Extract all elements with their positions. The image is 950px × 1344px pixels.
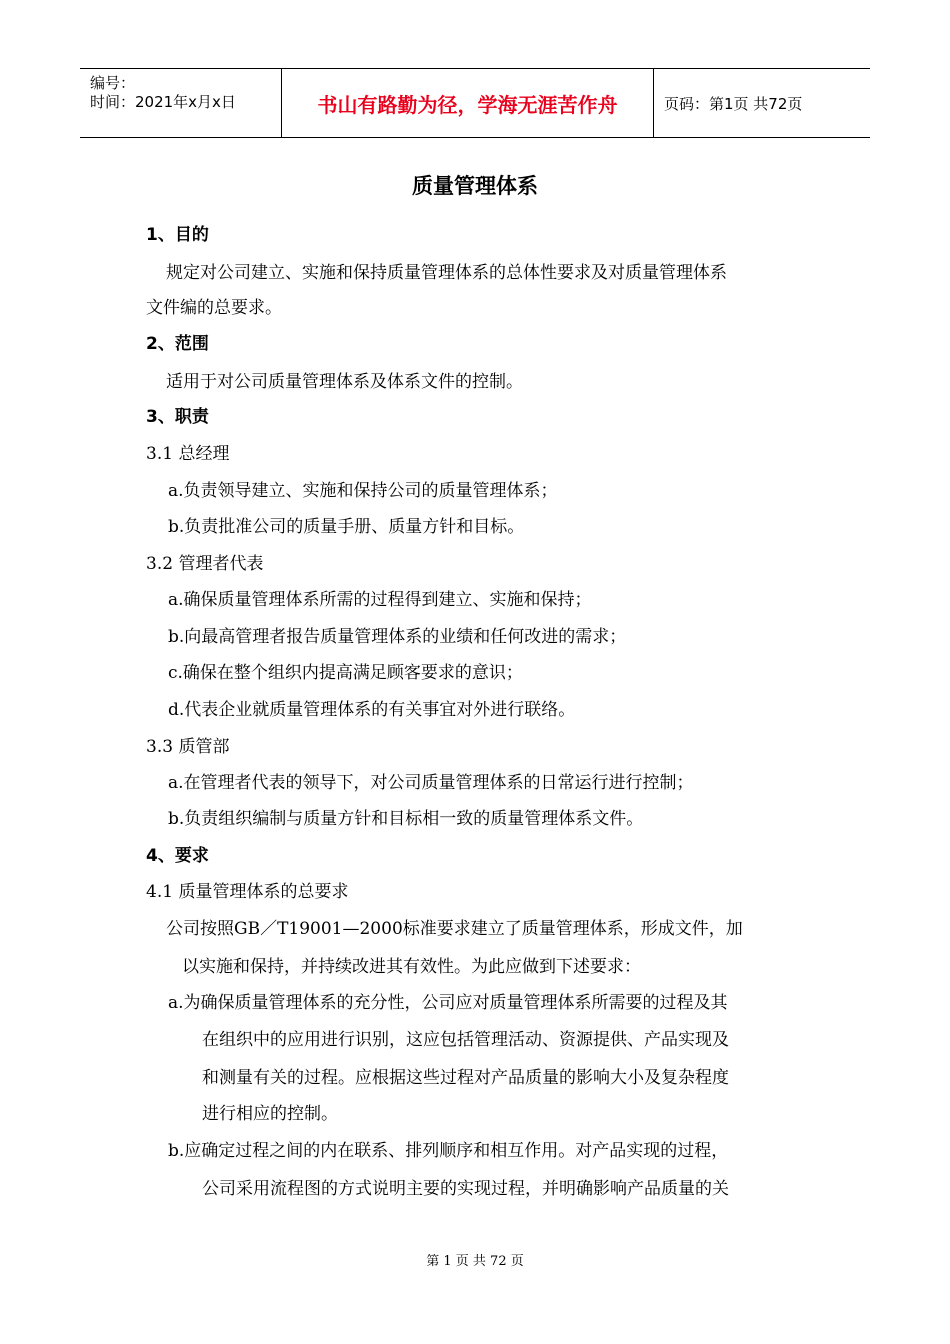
list-item: a.为确保质量管理体系的充分性，公司应对质量管理体系所需要的过程及其 (168, 993, 728, 1013)
time-label: 时间：2021年x月x日 (90, 93, 236, 111)
list-item: c.确保在整个组织内提高满足顾客要求的意识； (168, 663, 523, 683)
subsection-heading: 3.3 质管部 (146, 737, 230, 757)
list-item-continuation: 和测量有关的过程。应根据这些过程对产品质量的影响大小及复杂程度 (202, 1068, 729, 1088)
paragraph-line: 规定对公司建立、实施和保持质量管理体系的总体性要求及对质量管理体系 (166, 263, 727, 283)
list-item-continuation: 在组织中的应用进行识别，这应包括管理活动、资源提供、产品实现及 (202, 1030, 729, 1050)
header-info-cell (80, 69, 282, 137)
paragraph-line: 公司按照GB／T19001—2000标准要求建立了质量管理体系，形成文件，加 (166, 919, 743, 939)
list-item: d.代表企业就质量管理体系的有关事宜对外进行联络。 (168, 700, 576, 720)
header-motto-cell (282, 69, 654, 137)
header-table (80, 68, 870, 138)
list-item-continuation: 进行相应的控制。 (202, 1104, 338, 1124)
list-item: a.在管理者代表的领导下，对公司质量管理体系的日常运行进行控制； (168, 773, 694, 793)
section-1-heading: 1、目的 (146, 225, 209, 245)
page-info: 页码：第1页 共72页 (664, 94, 803, 113)
motto-text: 书山有路勤为径，学海无涯苦作舟 (317, 92, 618, 117)
section-3-heading: 3、职责 (146, 407, 209, 427)
paragraph-line: 适用于对公司质量管理体系及体系文件的控制。 (166, 372, 523, 392)
section-2-heading: 2、范围 (146, 334, 209, 354)
list-item: b.负责组织编制与质量方针和目标相一致的质量管理体系文件。 (168, 809, 644, 829)
page-footer: 第 1 页 共 72 页 (426, 1254, 524, 1269)
list-item: b.向最高管理者报告质量管理体系的业绩和任何改进的需求； (168, 627, 627, 647)
subsection-heading: 4.1 质量管理体系的总要求 (146, 882, 349, 902)
document-title: 质量管理体系 (412, 174, 538, 198)
list-item: b.负责批准公司的质量手册、质量方针和目标。 (168, 517, 525, 537)
list-item: b.应确定过程之间的内在联系、排列顺序和相互作用。对产品实现的过程， (168, 1141, 729, 1161)
subsection-heading: 3.1 总经理 (146, 444, 230, 464)
header-page-cell (654, 69, 870, 137)
number-label: 编号： (90, 74, 136, 92)
list-item: a.负责领导建立、实施和保持公司的质量管理体系； (168, 481, 558, 501)
section-4-heading: 4、要求 (146, 846, 209, 866)
list-item: a.确保质量管理体系所需的过程得到建立、实施和保持； (168, 590, 592, 610)
list-item-continuation: 公司采用流程图的方式说明主要的实现过程，并明确影响产品质量的关 (202, 1179, 729, 1199)
subsection-heading: 3.2 管理者代表 (146, 554, 264, 574)
paragraph-line: 文件编的总要求。 (146, 298, 282, 318)
paragraph-line: 以实施和保持，并持续改进其有效性。为此应做到下述要求： (182, 957, 641, 977)
